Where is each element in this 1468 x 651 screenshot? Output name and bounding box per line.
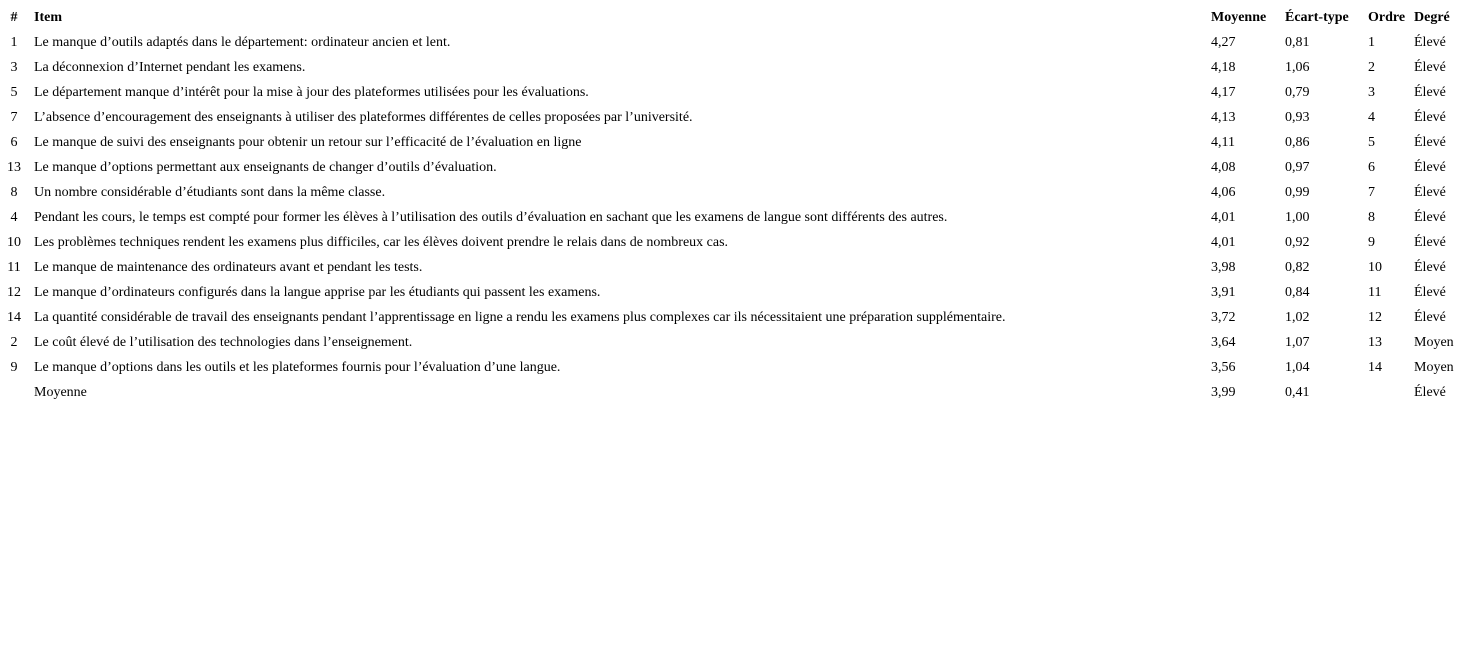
ordre-value: 1 xyxy=(1368,34,1375,50)
moyenne-value: 4,13 xyxy=(1211,109,1236,125)
moyenne-value: 3,64 xyxy=(1211,334,1236,350)
item-number: 11 xyxy=(7,259,21,275)
item-text: L’absence d’encouragement des enseignants à utiliser des plateformes différentes de celles proposées par l’université. xyxy=(34,109,693,125)
ecart-type-value: 0,41 xyxy=(1285,384,1310,400)
table-row xyxy=(0,280,1462,305)
moyenne-value: 3,98 xyxy=(1211,259,1236,275)
moyenne-value: 4,18 xyxy=(1211,59,1236,75)
moyenne-value: 3,56 xyxy=(1211,359,1236,375)
table-row xyxy=(0,255,1462,280)
column-header-ordre: Ordre xyxy=(1368,9,1406,25)
ordre-value: 9 xyxy=(1368,234,1375,250)
item-text: Un nombre considérable d’étudiants sont dans la même classe. xyxy=(34,184,386,200)
item-number: 8 xyxy=(10,184,18,200)
degre-value: Élevé xyxy=(1414,209,1446,225)
summary-row xyxy=(0,380,1462,405)
moyenne-value: 4,01 xyxy=(1211,234,1236,250)
ordre-value: 12 xyxy=(1368,309,1382,325)
item-number: 3 xyxy=(10,59,18,75)
degre-value: Élevé xyxy=(1414,184,1446,200)
degre-value: Élevé xyxy=(1414,234,1446,250)
item-number: 4 xyxy=(10,209,18,225)
degre-value: Élevé xyxy=(1414,284,1446,300)
table-row xyxy=(0,80,1462,105)
ordre-value: 8 xyxy=(1368,209,1375,225)
column-header-moyenne: Moyenne xyxy=(1211,9,1267,25)
table-row xyxy=(0,155,1462,180)
item-number: 13 xyxy=(7,159,21,175)
ordre-value: 13 xyxy=(1368,334,1382,350)
ecart-type-value: 0,86 xyxy=(1285,134,1310,150)
column-header-item: Item xyxy=(34,9,62,25)
column-header-number: # xyxy=(10,9,18,25)
item-text: Le manque de suivi des enseignants pour obtenir un retour sur l’efficacité de l’évaluation en ligne xyxy=(34,134,582,150)
moyenne-value: 4,27 xyxy=(1211,34,1236,50)
ecart-type-value: 0,84 xyxy=(1285,284,1310,300)
item-number xyxy=(0,380,28,405)
degre-value: Élevé xyxy=(1414,309,1446,325)
header-row xyxy=(0,5,1462,30)
ordre-value: 5 xyxy=(1368,134,1375,150)
ordre-value: 7 xyxy=(1368,184,1375,200)
item-text: La quantité considérable de travail des enseignants pendant l’apprentissage en ligne a rendu les examens plus complexes car ils nécessitaient une préparation supplémentaire. xyxy=(34,309,1006,325)
moyenne-value: 4,17 xyxy=(1211,84,1236,100)
degre-value: Élevé xyxy=(1414,384,1446,400)
moyenne-value: 4,06 xyxy=(1211,184,1236,200)
ordre-value: 14 xyxy=(1368,359,1382,375)
ordre-value: 2 xyxy=(1368,59,1375,75)
degre-value: Élevé xyxy=(1414,259,1446,275)
item-text: Les problèmes techniques rendent les examens plus difficiles, car les élèves doivent prendre le relais dans de nombreux cas. xyxy=(34,234,729,250)
item-text: Le coût élevé de l’utilisation des technologies dans l’enseignement. xyxy=(34,334,413,350)
item-text: Le manque d’options dans les outils et les plateformes fournis pour l’évaluation d’une langue. xyxy=(34,359,561,375)
ecart-type-value: 0,97 xyxy=(1285,159,1310,175)
moyenne-value: 3,72 xyxy=(1211,309,1236,325)
degre-value: Élevé xyxy=(1414,134,1446,150)
ecart-type-value: 1,00 xyxy=(1285,209,1310,225)
item-text: Pendant les cours, le temps est compté pour former les élèves à l’utilisation des outils d’évaluation en sachant que les examens de langue sont différents des autres. xyxy=(34,209,948,225)
item-number: 14 xyxy=(7,309,21,325)
degre-value: Élevé xyxy=(1414,109,1446,125)
table-row xyxy=(0,105,1462,130)
table-row xyxy=(0,205,1462,230)
degre-value: Élevé xyxy=(1414,59,1446,75)
results-table xyxy=(0,5,1462,405)
ecart-type-value: 0,93 xyxy=(1285,109,1310,125)
item-number: 7 xyxy=(10,109,18,125)
degre-value: Élevé xyxy=(1414,34,1446,50)
item-text: Le manque d’options permettant aux enseignants de changer d’outils d’évaluation. xyxy=(34,159,497,175)
ordre-value: 10 xyxy=(1368,259,1382,275)
table-row xyxy=(0,330,1462,355)
item-number: 5 xyxy=(10,84,18,100)
degre-value: Moyen xyxy=(1414,359,1454,375)
column-header-degre: Degré xyxy=(1414,9,1450,25)
moyenne-value: 4,08 xyxy=(1211,159,1236,175)
degre-value: Élevé xyxy=(1414,159,1446,175)
table-row xyxy=(0,230,1462,255)
ordre-value: 6 xyxy=(1368,159,1375,175)
table-body xyxy=(0,30,1462,405)
ordre-value: 3 xyxy=(1368,84,1375,100)
ecart-type-value: 0,92 xyxy=(1285,234,1310,250)
table-row xyxy=(0,30,1462,55)
item-text: Moyenne xyxy=(34,384,87,400)
item-number: 6 xyxy=(10,134,18,150)
table-row xyxy=(0,180,1462,205)
table-row xyxy=(0,130,1462,155)
item-text: Le département manque d’intérêt pour la mise à jour des plateformes utilisées pour les évaluations. xyxy=(34,84,589,100)
item-number: 9 xyxy=(10,359,18,375)
item-number: 2 xyxy=(10,334,18,350)
degre-value: Élevé xyxy=(1414,84,1446,100)
moyenne-value: 3,99 xyxy=(1211,384,1236,400)
moyenne-value: 3,91 xyxy=(1211,284,1236,300)
item-text: Le manque d’ordinateurs configurés dans la langue apprise par les étudiants qui passent les examens. xyxy=(34,284,601,300)
item-text: La déconnexion d’Internet pendant les examens. xyxy=(34,59,306,75)
ecart-type-value: 0,82 xyxy=(1285,259,1310,275)
ordre-value xyxy=(1362,380,1408,405)
item-number: 1 xyxy=(10,34,18,50)
moyenne-value: 4,11 xyxy=(1211,134,1235,150)
table-row xyxy=(0,355,1462,380)
ecart-type-value: 1,07 xyxy=(1285,334,1310,350)
item-number: 10 xyxy=(7,234,21,250)
ecart-type-value: 0,81 xyxy=(1285,34,1310,50)
column-header-ecart-type: Écart-type xyxy=(1285,9,1349,25)
item-text: Le manque d’outils adaptés dans le département: ordinateur ancien et lent. xyxy=(34,34,451,50)
ordre-value: 4 xyxy=(1368,109,1375,125)
ecart-type-value: 0,99 xyxy=(1285,184,1310,200)
ecart-type-value: 0,79 xyxy=(1285,84,1310,100)
item-text: Le manque de maintenance des ordinateurs avant et pendant les tests. xyxy=(34,259,423,275)
ordre-value: 11 xyxy=(1368,284,1382,300)
ecart-type-value: 1,04 xyxy=(1285,359,1310,375)
ecart-type-value: 1,06 xyxy=(1285,59,1310,75)
ecart-type-value: 1,02 xyxy=(1285,309,1310,325)
moyenne-value: 4,01 xyxy=(1211,209,1236,225)
table-row xyxy=(0,305,1462,330)
degre-value: Moyen xyxy=(1414,334,1454,350)
table-row xyxy=(0,55,1462,80)
item-number: 12 xyxy=(7,284,21,300)
